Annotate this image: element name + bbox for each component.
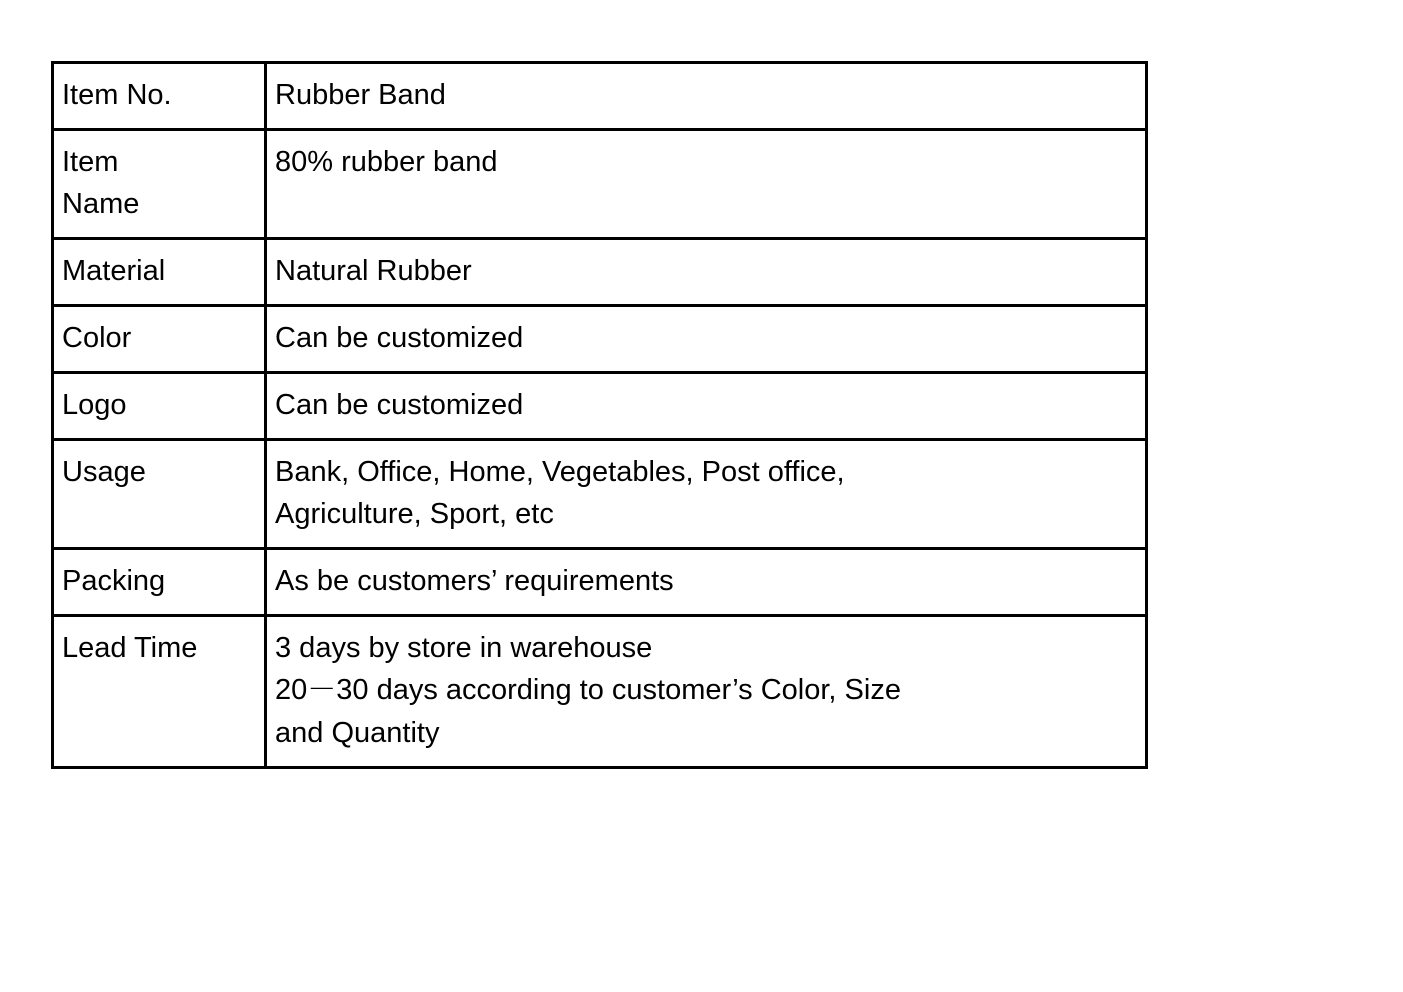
table-row [53, 306, 1147, 373]
label-line: Packing [62, 565, 166, 598]
row-label-logo [53, 373, 266, 440]
label-line: Name [62, 188, 140, 221]
row-label-item-name [53, 130, 266, 239]
value-line: 3 days by store in warehouse [275, 632, 653, 665]
row-value-packing [266, 549, 1147, 616]
value-line: 20－30 days according to customer’s Color, Size [275, 674, 901, 707]
label-line: Material [62, 255, 166, 288]
row-value-item-no [266, 63, 1147, 130]
row-label-material [53, 239, 266, 306]
row-value-usage [266, 440, 1147, 549]
table-row [53, 130, 1147, 239]
row-label-color [53, 306, 266, 373]
value-line: and Quantity [275, 716, 440, 749]
row-label-lead-time [53, 616, 266, 767]
label-line: Usage [62, 456, 146, 489]
value-line: Agriculture, Sport, etc [275, 498, 554, 531]
table-row [53, 63, 1147, 130]
table-row [53, 440, 1147, 549]
table-row [53, 373, 1147, 440]
value-line: As be customers’ requirements [275, 565, 674, 598]
row-value-item-name [266, 130, 1147, 239]
value-line: Rubber Band [275, 79, 446, 111]
row-label-item-no [53, 63, 266, 130]
row-label-usage [53, 440, 266, 549]
row-label-packing [53, 549, 266, 616]
product-specification-table [51, 61, 1148, 769]
row-value-logo [266, 373, 1147, 440]
label-line: Logo [62, 389, 127, 422]
value-line: 80% rubber band [275, 146, 498, 179]
value-line: Bank, Office, Home, Vegetables, Post office, [275, 456, 845, 489]
label-line: Item [62, 146, 119, 179]
label-line: Color [62, 322, 132, 355]
value-line: Natural Rubber [275, 255, 472, 288]
row-value-lead-time [266, 616, 1147, 767]
label-line: Item No. [62, 79, 172, 111]
table-body [53, 63, 1147, 768]
table-row [53, 239, 1147, 306]
table-row [53, 616, 1147, 767]
label-line: Lead Time [62, 632, 198, 665]
value-line-spacer [275, 183, 1137, 225]
row-value-color [266, 306, 1147, 373]
table-row [53, 549, 1147, 616]
row-value-material [266, 239, 1147, 306]
value-line: Can be customized [275, 389, 524, 422]
value-line: Can be customized [275, 322, 524, 355]
